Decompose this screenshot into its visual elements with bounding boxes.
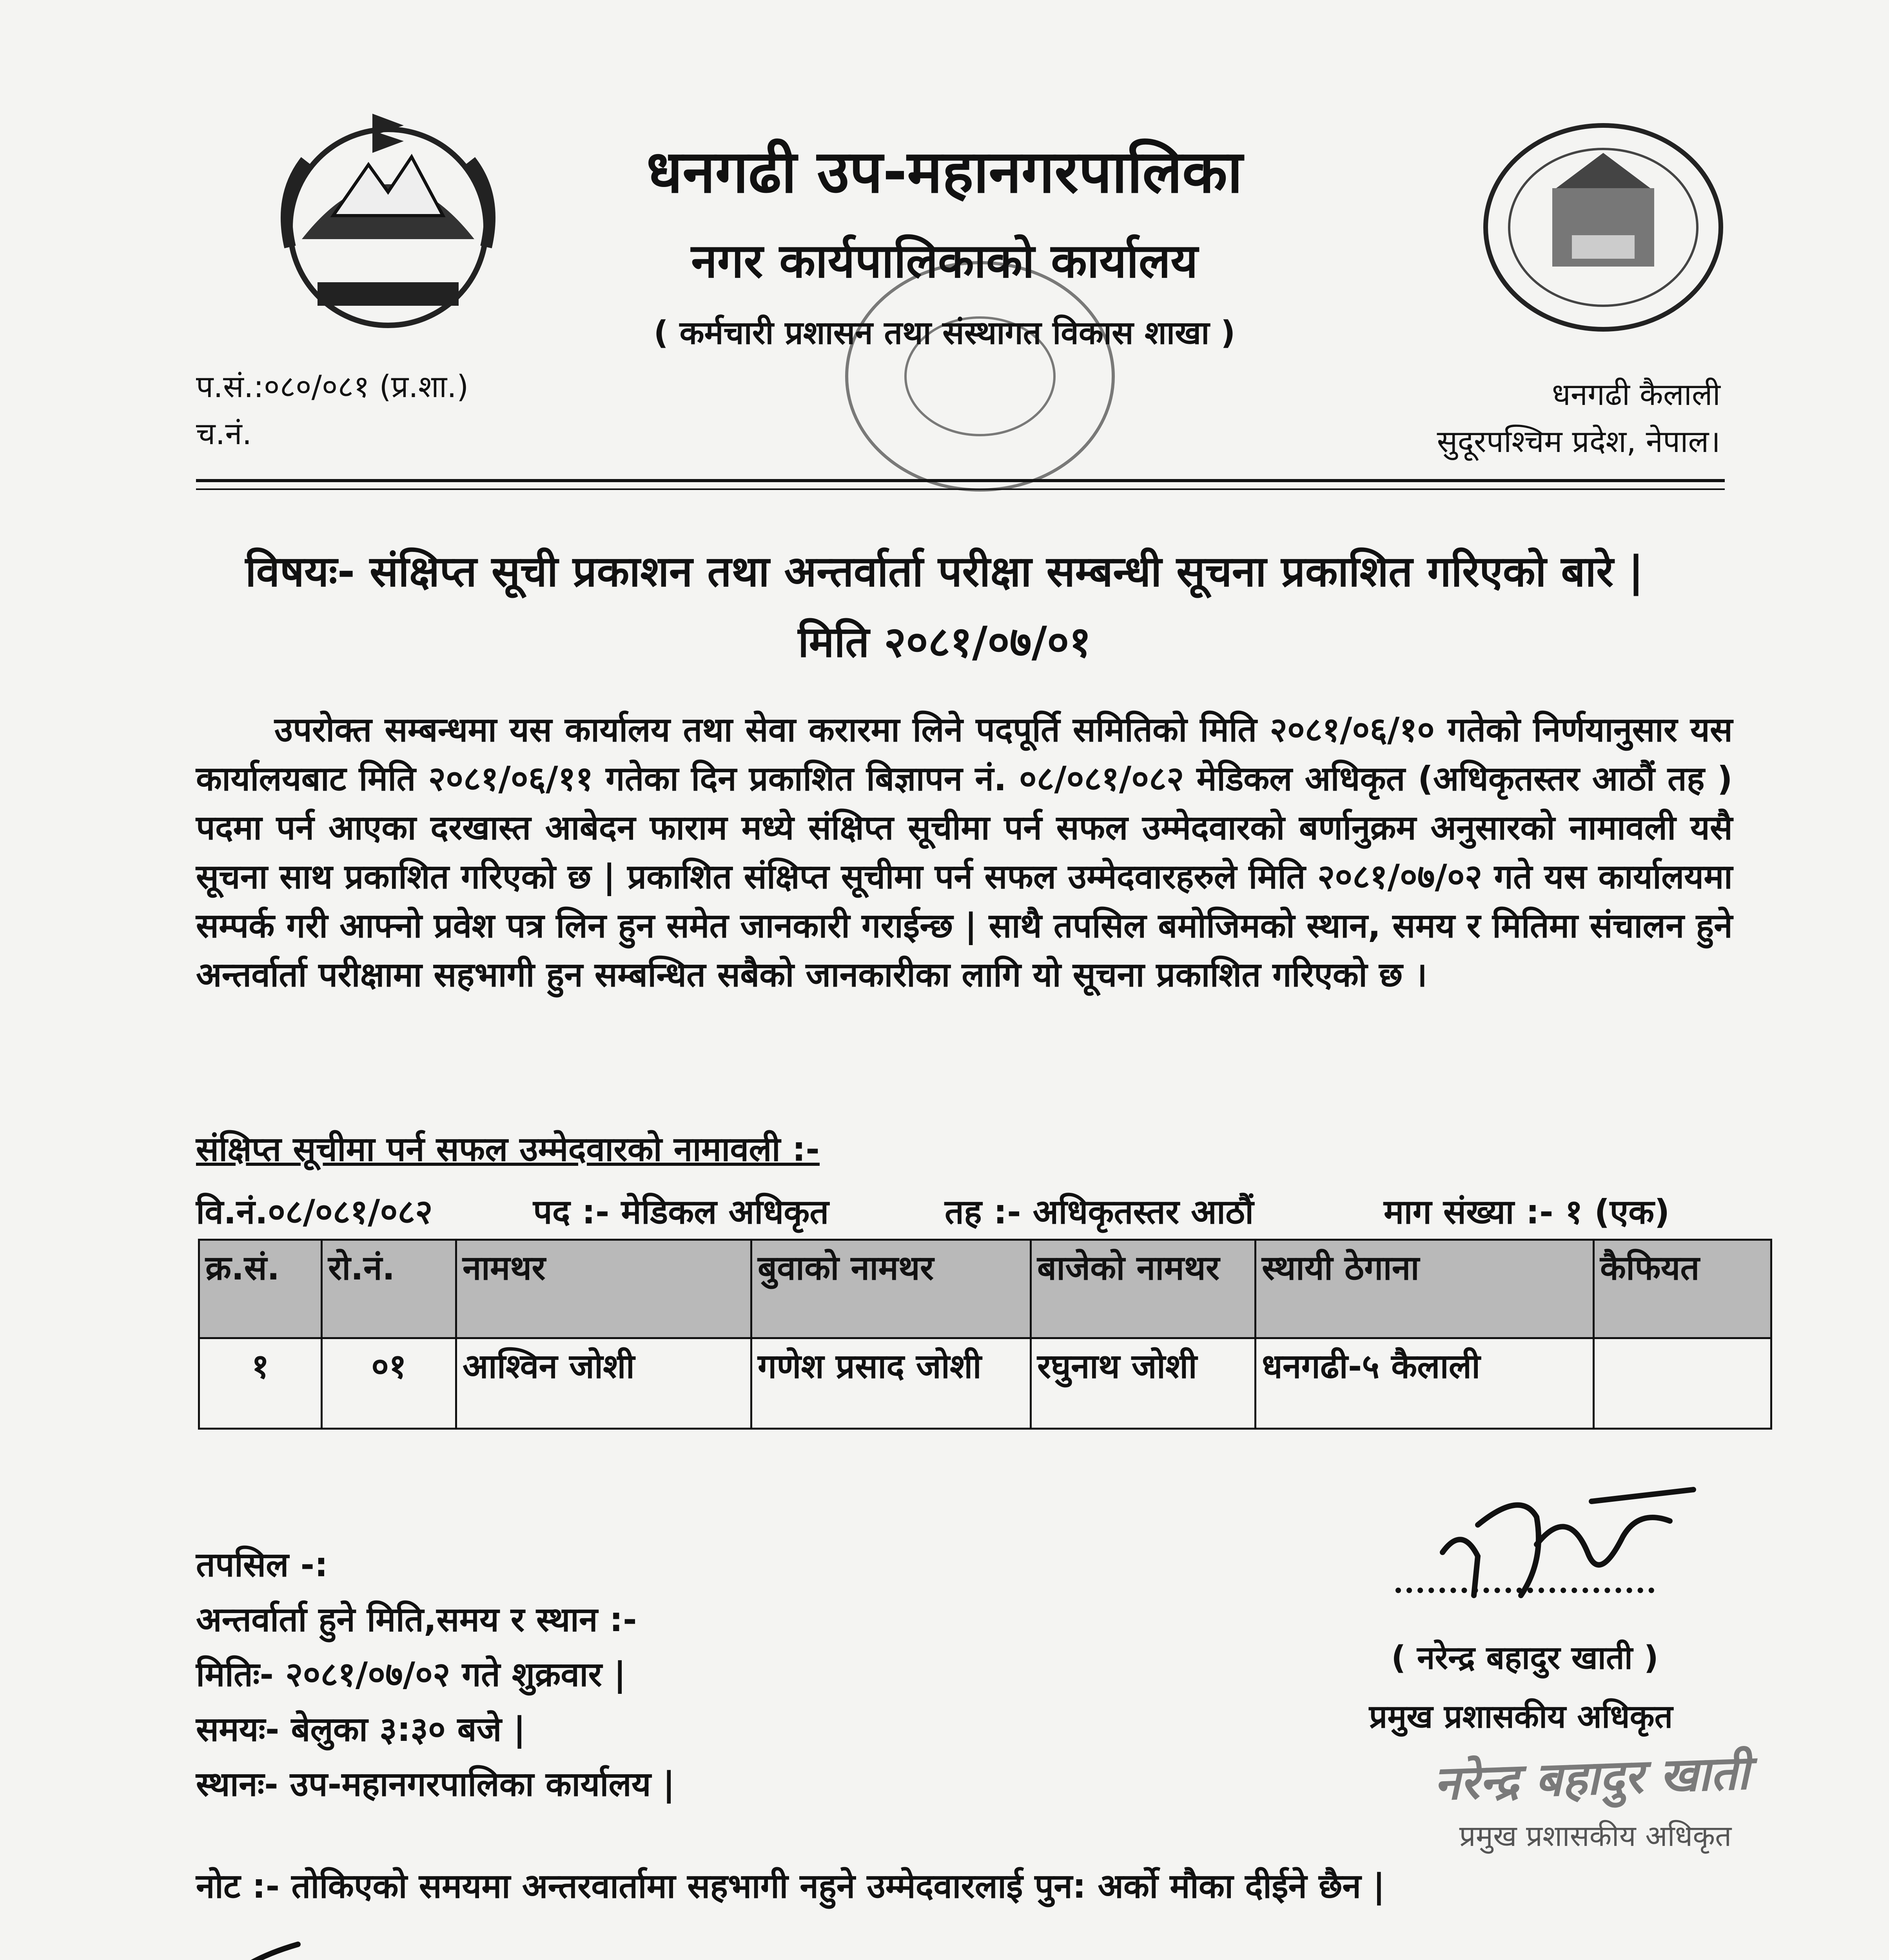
- demand-count: माग संख्या :- १ (एक): [1384, 1192, 1670, 1232]
- signatory-title: प्रमुख प्रशासकीय अधिकृत: [1369, 1698, 1673, 1735]
- initial-signature-icon: [169, 1921, 443, 1960]
- dispatch-number: च.नं.: [196, 416, 252, 452]
- cell-name: आश्विन जोशी: [456, 1338, 751, 1429]
- address-line-2: सुदूरपश्चिम प्रदेश, नेपाल।: [1437, 424, 1720, 459]
- cell-address: धनगढी-५ कैलाली: [1256, 1338, 1594, 1429]
- interview-place: स्थानः- उप-महानगरपालिका कार्यालय |: [196, 1765, 675, 1804]
- office-section: ( कर्मचारी प्रशासन तथा संस्थागत विकास शाखा ): [653, 314, 1236, 352]
- column-header: क्र.सं.: [199, 1240, 322, 1338]
- header-rule-thin: [196, 488, 1725, 490]
- office-subtitle: नगर कार्यपालिकाको कार्यालय: [691, 234, 1198, 289]
- subject-line: विषयः- संक्षिप्त सूची प्रकाशन तथा अन्तर्वार्ता परीक्षा सम्बन्धी सूचना प्रकाशित गरिएको बारे |: [245, 547, 1644, 596]
- header-rule: [196, 479, 1725, 482]
- column-header: बाजेको नामथर: [1031, 1240, 1256, 1338]
- post-level: तह :- अधिकृतस्तर आठौं: [945, 1192, 1254, 1232]
- column-header: बुवाको नामथर: [751, 1240, 1031, 1338]
- table-header-row: [199, 1240, 1771, 1338]
- interview-date: मितिः- २०८१/०७/०२ गते शुक्रवार |: [196, 1655, 626, 1694]
- signature-line: [1395, 1588, 1654, 1593]
- cell-father: गणेश प्रसाद जोशी: [751, 1338, 1031, 1429]
- column-header: स्थायी ठेगाना: [1256, 1240, 1594, 1338]
- details-heading: अन्तर्वार्ता हुने मिति,समय र स्थान :-: [196, 1600, 637, 1639]
- cell-roll: ०१: [322, 1338, 456, 1429]
- signatory-name: ( नरेन्द्र बहादुर खाती ): [1391, 1639, 1659, 1677]
- address-line-1: धनगढी कैलाली: [1551, 377, 1720, 412]
- table-row: [199, 1338, 1771, 1429]
- cell-grandfather: रघुनाथ जोशी: [1031, 1338, 1256, 1429]
- shortlist-table: [198, 1239, 1772, 1430]
- title-stamp: प्रमुख प्रशासकीय अधिकृत: [1459, 1819, 1732, 1853]
- shortlist-heading: संक्षिप्त सूचीमा पर्न सफल उम्मेदवारको नामावली :-: [196, 1130, 820, 1169]
- post-name: पद :- मेडिकल अधिकृत: [533, 1192, 829, 1232]
- interview-time: समयः- बेलुका ३:३० बजे |: [196, 1710, 526, 1749]
- cell-remarks: [1594, 1338, 1771, 1429]
- column-header: कैफियत: [1594, 1240, 1771, 1338]
- body-paragraph: उपरोक्त सम्बन्धमा यस कार्यालय तथा सेवा करारमा लिने पदपूर्ति समितिको मिति २०८१/०६/१० गतेको निर्णयानुसार यस कार्यालयबाट मिति २०८१/०६/११ गतेका दिन प्रकाशित बिज्ञापन नं. ०८/०८१/०८२ मेडिकल अधिकृत (अधिकृतस्तर आठौं तह ) पदमा पर्न आएका दरखास्त आबेदन फाराम मध्ये संक्षिप्त सूचीमा पर्न सफल उम्मेदवारको बर्णानुक्रम अनुसारको नामावली यसै सूचना साथ प्रकाशित गरिएको छ | प्रकाशित संक्षिप्त सूचीमा पर्न सफल उम्मेदवारहरुले मिति २०८१/०७/०२ गते यस कार्यालयमा सम्पर्क गरी आफ्नो प्रवेश पत्र लिन हुन समेत जानकारी गराईन्छ | साथै तपसिल बमोजिमको स्थान, समय र मितिमा संचालन हुने अन्तर्वार्ता परीक्षामा सहभागी हुन सम्बन्धित सबैको जानकारीका लागि यो सूचना प्रकाशित गरिएको छ ।: [196, 710, 1733, 995]
- column-header: रो.नं.: [322, 1240, 456, 1338]
- office-name: धनगढी उप-महानगरपालिका: [646, 138, 1243, 206]
- notice-date: मिति २०८१/०७/०१: [798, 618, 1091, 667]
- signature-icon: [1419, 1466, 1701, 1623]
- name-stamp: नरेन्द्र बहादुर खाती: [1433, 1745, 1750, 1811]
- cell-serial: १: [199, 1338, 322, 1429]
- ad-number: वि.नं.०८/०८१/०८२: [196, 1192, 433, 1232]
- details-title: तपसिल -:: [196, 1545, 328, 1584]
- note-text: नोट :- तोकिएको समयमा अन्तरवार्तामा सहभागी नहुने उम्मेदवारलाई पुन: अर्को मौका दीईने छैन |: [196, 1867, 1385, 1906]
- reference-number: प.सं.:०८०/०८१ (प्र.शा.): [196, 369, 469, 405]
- column-header: नामथर: [456, 1240, 751, 1338]
